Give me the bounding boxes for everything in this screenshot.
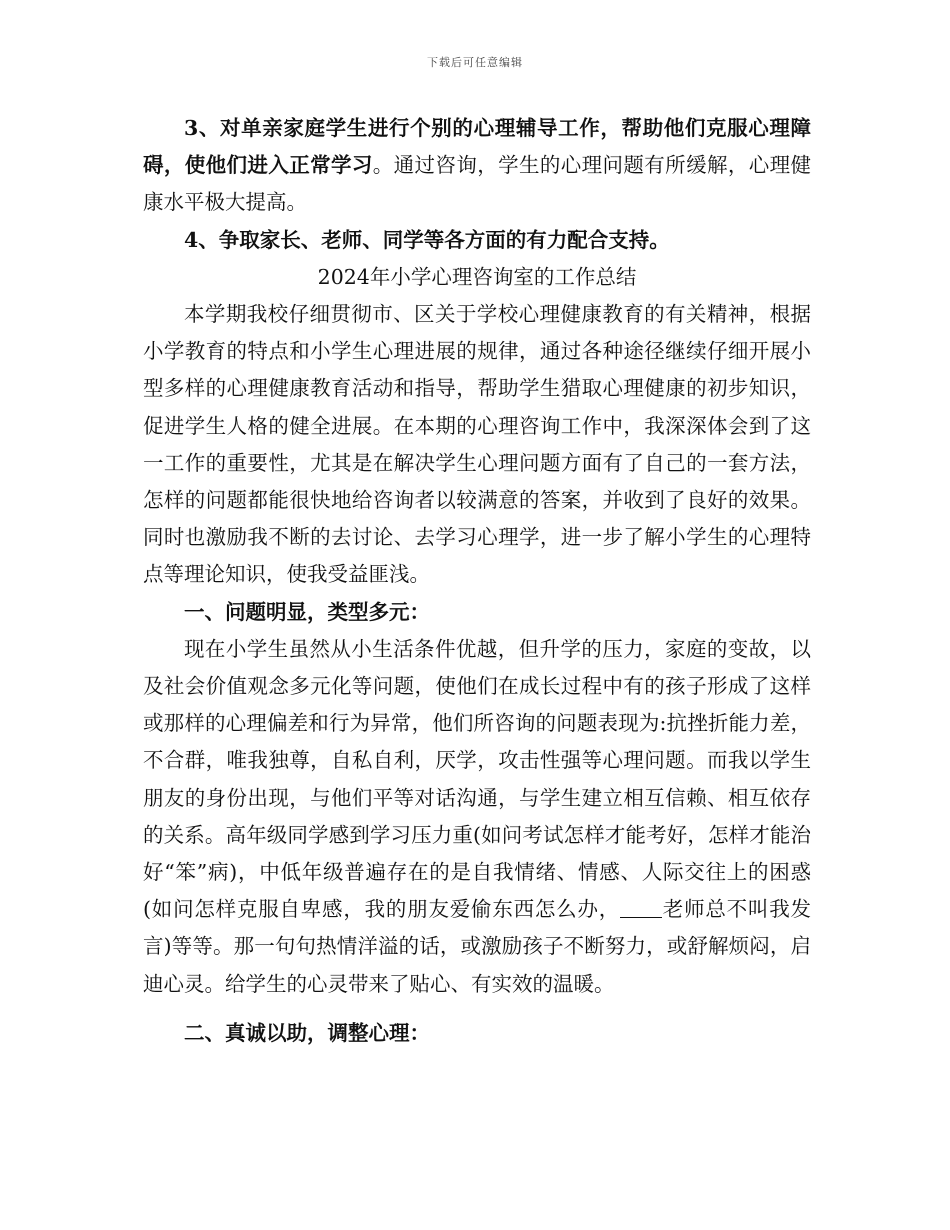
section-2-heading: 二、真诚以助，调整心理： (184, 1020, 430, 1045)
section-1-text-part-1: 现在小学生虽然从小生活条件优越，但升学的压力，家庭的变故，以及社会价值观念多元化等问题，使他们在成长过程中有的孩子形成了这样或那样的心理偏差和行为异常，他们所咨询的问题表现为:抗挫折能力差，不合群，唯我独尊，自私自利，厌学，攻击性强等心理问题。而我以学生朋友的身份出现，与他们平等对话沟通，与学生建立相互信赖、相互依存的关系。高年级同学感到学习压力重(如问考试怎样才能考好，怎样才能治好“笨”病)，中低年级普遍存在的是自我情绪、情感、人际交往上的困惑(如问怎样克服自卑感，我的朋友爱偷东西怎么办， (143, 636, 811, 922)
page-header: 下载后可任意编辑 (427, 56, 523, 69)
intro-paragraph: 本学期我校仔细贯彻市、区关于学校心理健康教育的有关精神，根据小学教育的特点和小学生心理进展的规律，通过各种途径继续仔细开展小型多样的心理健康教育活动和指导，帮助学生猎取心理健康的初步知识，促进学生人格的健全进展。在本期的心理咨询工作中，我深深体会到了这一工作的重要性，尤其是在解决学生心理问题方面有了自己的一套方法，怎样的问题都能很快地给咨询者以较满意的答案，并收到了良好的效果。同时也激励我不断的去讨论、去学习心理学，进一步了解小学生的心理特点等理论知识，使我受益匪浅。 (143, 302, 811, 587)
document-body (143, 110, 811, 1052)
section-1-paragraph (143, 631, 811, 1003)
item-3-bold-text: 3、对单亲家庭学生进行个别的心理辅导工作，帮助他们克服心理障碍，使他们进入正常学习 (143, 116, 811, 178)
document-title: 2024年小学心理咨询室的工作总结 (317, 264, 637, 289)
section-1-heading: 一、问题明显，类型多元： (184, 599, 430, 624)
paragraph-item-4: 4、争取家长、老师、同学等各方面的有力配合支持。 (184, 227, 670, 252)
section-1-text-part-2: 老师总不叫我发言)等等。那一句句热情洋溢的话，或激励孩子不断努力，或舒解烦闷，启迪心灵。给学生的心灵带来了贴心、有实效的温暖。 (143, 897, 811, 996)
paragraph-item-3 (143, 110, 811, 222)
item-3-rest-text: 。通过咨询，学生的心理问题有所缓解，心理健康水平极大提高。 (143, 153, 812, 215)
blank-underline (620, 897, 662, 919)
